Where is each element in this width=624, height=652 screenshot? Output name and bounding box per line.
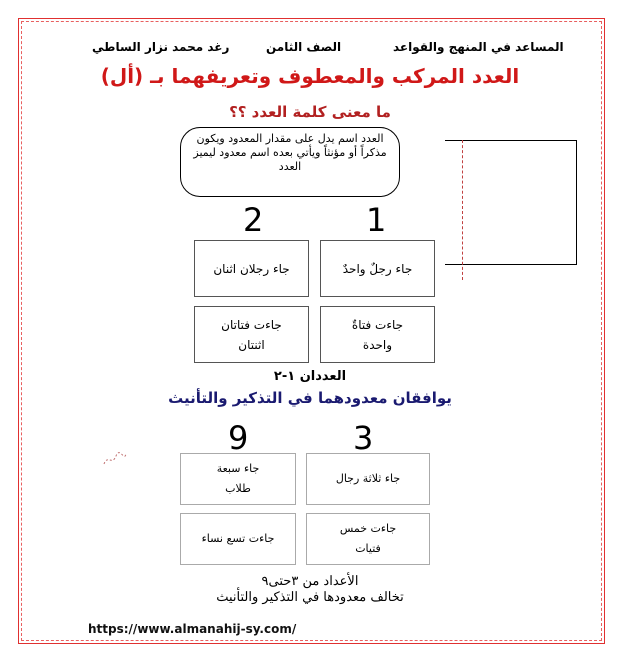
side-marker-line bbox=[462, 140, 463, 280]
example-box-two-masc: جاء رجلان اثنان bbox=[194, 240, 309, 297]
rule-text: يوافقان معدودهما في التذكير والتأنيث bbox=[168, 389, 452, 407]
number-two: 2 bbox=[243, 201, 264, 239]
number-nine: 9 bbox=[228, 419, 249, 457]
header-grade: الصف الثامن bbox=[266, 40, 342, 54]
example-box-three-fem: جاءت خمس فتيات bbox=[306, 513, 430, 565]
rule-two-text bbox=[150, 574, 470, 606]
header-school: المساعد في المنهج والقواعد bbox=[393, 40, 564, 54]
example-box-nine-masc: جاء سبعة طلاب bbox=[180, 453, 296, 505]
number-one: 1 bbox=[366, 201, 387, 239]
page-title: العدد المركب والمعطوف وتعريفهما بـ (أل) bbox=[100, 64, 520, 88]
example-box-nine-fem: جاءت تسع نساء bbox=[180, 513, 296, 565]
example-box-two-fem: جاءت فتاتان اثنتان bbox=[194, 306, 309, 363]
rule-title: العددان ١-٢ bbox=[273, 369, 347, 384]
example-box-one-masc: جاء رجلٌ واحدٌ bbox=[320, 240, 435, 297]
definition-bubble: العدد اسم يدل على مقدار المعدود ويكون مذكراً أو مؤنثاً ويأتي بعده اسم معدود ليميز العدد bbox=[180, 127, 400, 197]
rule-two-line-one: الأعداد من ٣حتى٩ bbox=[261, 574, 359, 589]
example-box-one-fem: جاءت فتاةٌ واحدة bbox=[320, 306, 435, 363]
footer-url[interactable]: https://www.almanahij-sy.com/ bbox=[88, 622, 297, 636]
header-author: رغد محمد نزار الساطي bbox=[92, 40, 230, 54]
scribble-mark bbox=[100, 448, 130, 470]
side-bracket bbox=[445, 140, 577, 265]
page-subtitle: ما معنى كلمة العدد ؟؟ bbox=[229, 103, 391, 121]
example-box-three-masc: جاء ثلاثة رجال bbox=[306, 453, 430, 505]
rule-two-line-two: تخالف معدودها في التذكير والتأنيث bbox=[216, 590, 404, 605]
number-three: 3 bbox=[353, 419, 374, 457]
